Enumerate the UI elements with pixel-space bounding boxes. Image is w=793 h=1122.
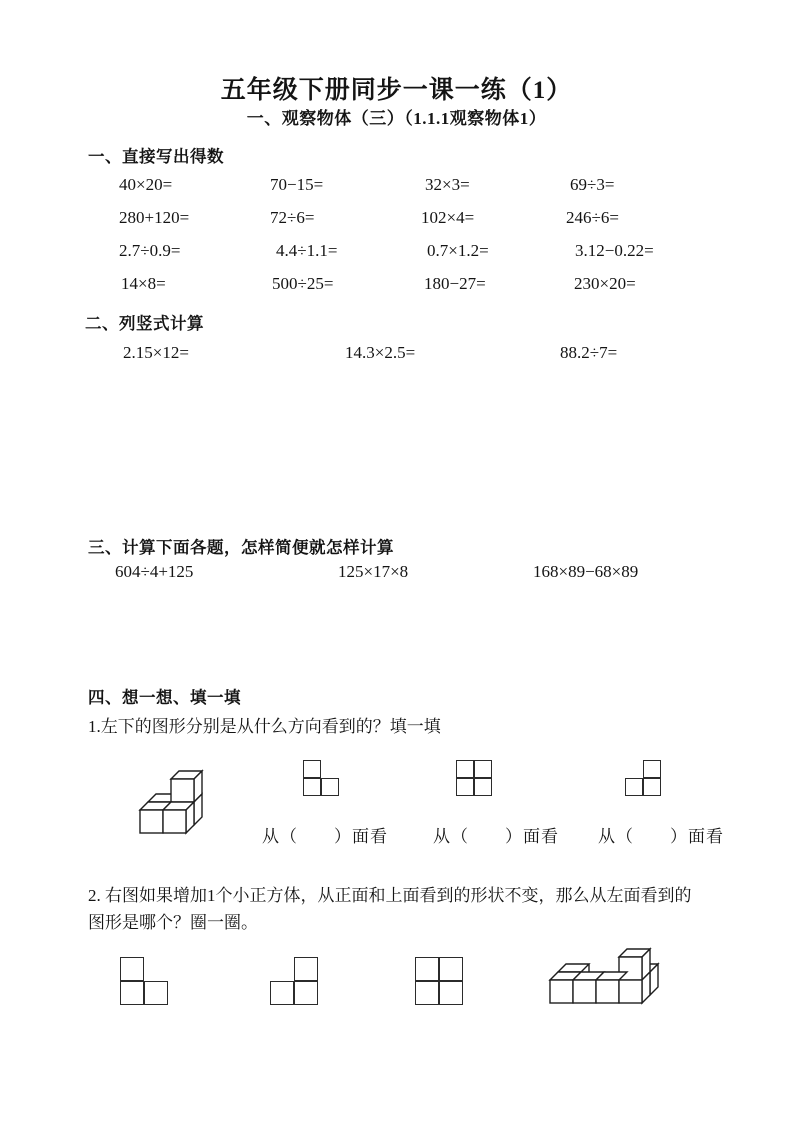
grid-cell [270, 981, 294, 1005]
grid-cell [120, 981, 144, 1005]
view-label-3: 从（ ）面看 [598, 827, 724, 846]
grid-cell [303, 778, 321, 796]
grid-cell [456, 760, 474, 778]
view-label-2: 从（ ）面看 [433, 827, 559, 846]
expression: 230×20= [574, 274, 636, 293]
option-grid-3 [415, 957, 463, 1005]
expression: 2.15×12= [123, 343, 189, 362]
option-grid-1 [120, 957, 168, 1005]
grid-cell [144, 981, 168, 1005]
grid-cell [439, 981, 463, 1005]
view-label-1: 从（ ）面看 [262, 827, 388, 846]
grid-cell [294, 981, 318, 1005]
expression: 604÷4+125 [115, 562, 194, 581]
expression: 70−15= [270, 175, 324, 194]
expression: 69÷3= [570, 175, 615, 194]
grid-cell [415, 981, 439, 1005]
cube-object-q1 [130, 762, 215, 840]
expression: 0.7×1.2= [427, 241, 489, 260]
grid-cell [643, 760, 661, 778]
grid-cell [643, 778, 661, 796]
question-2-text-line2: 图形是哪个？圈一圈。 [88, 913, 258, 932]
view-grid-1 [303, 760, 339, 796]
grid-cell [415, 957, 439, 981]
expression: 88.2÷7= [560, 343, 618, 362]
expression: 14×8= [121, 274, 166, 293]
grid-cell [456, 778, 474, 796]
section-4-heading: 四、想一想、填一填 [88, 689, 241, 707]
view-grid-2 [456, 760, 492, 796]
section-3-heading: 三、计算下面各题，怎样简便就怎样计算 [88, 539, 394, 557]
expression: 4.4÷1.1= [276, 241, 338, 260]
section-1-heading: 一、直接写出得数 [88, 148, 224, 166]
page-subtitle: 一、观察物体（三）（1.1.1观察物体1） [246, 109, 547, 128]
grid-cell [120, 957, 144, 981]
expression: 180−27= [424, 274, 486, 293]
grid-cell [439, 957, 463, 981]
expression: 246÷6= [566, 208, 619, 227]
grid-cell [625, 778, 643, 796]
view-grid-3 [625, 760, 661, 796]
expression: 500÷25= [272, 274, 334, 293]
expression: 40×20= [119, 175, 173, 194]
expression: 102×4= [421, 208, 475, 227]
expression: 2.7÷0.9= [119, 241, 181, 260]
expression: 280+120= [119, 208, 190, 227]
question-1-text: 1.左下的图形分别是从什么方向看到的？填一填 [88, 717, 441, 736]
grid-cell [474, 760, 492, 778]
cube-object-q2 [545, 940, 665, 1010]
page-title: 五年级下册同步一课一练（1） [220, 77, 573, 104]
expression: 14.3×2.5= [345, 343, 416, 362]
option-grid-2 [270, 957, 318, 1005]
expression: 32×3= [425, 175, 470, 194]
expression: 125×17×8 [338, 562, 409, 581]
expression: 72÷6= [270, 208, 315, 227]
grid-cell [303, 760, 321, 778]
expression: 168×89−68×89 [533, 562, 639, 581]
grid-cell [321, 778, 339, 796]
grid-cell [294, 957, 318, 981]
expression: 3.12−0.22= [575, 241, 654, 260]
section-2-heading: 二、列竖式计算 [85, 315, 204, 333]
grid-cell [474, 778, 492, 796]
question-2-text-line1: 2. 右图如果增加1个小正方体，从正面和上面看到的形状不变，那么从左面看到的 [88, 886, 692, 905]
